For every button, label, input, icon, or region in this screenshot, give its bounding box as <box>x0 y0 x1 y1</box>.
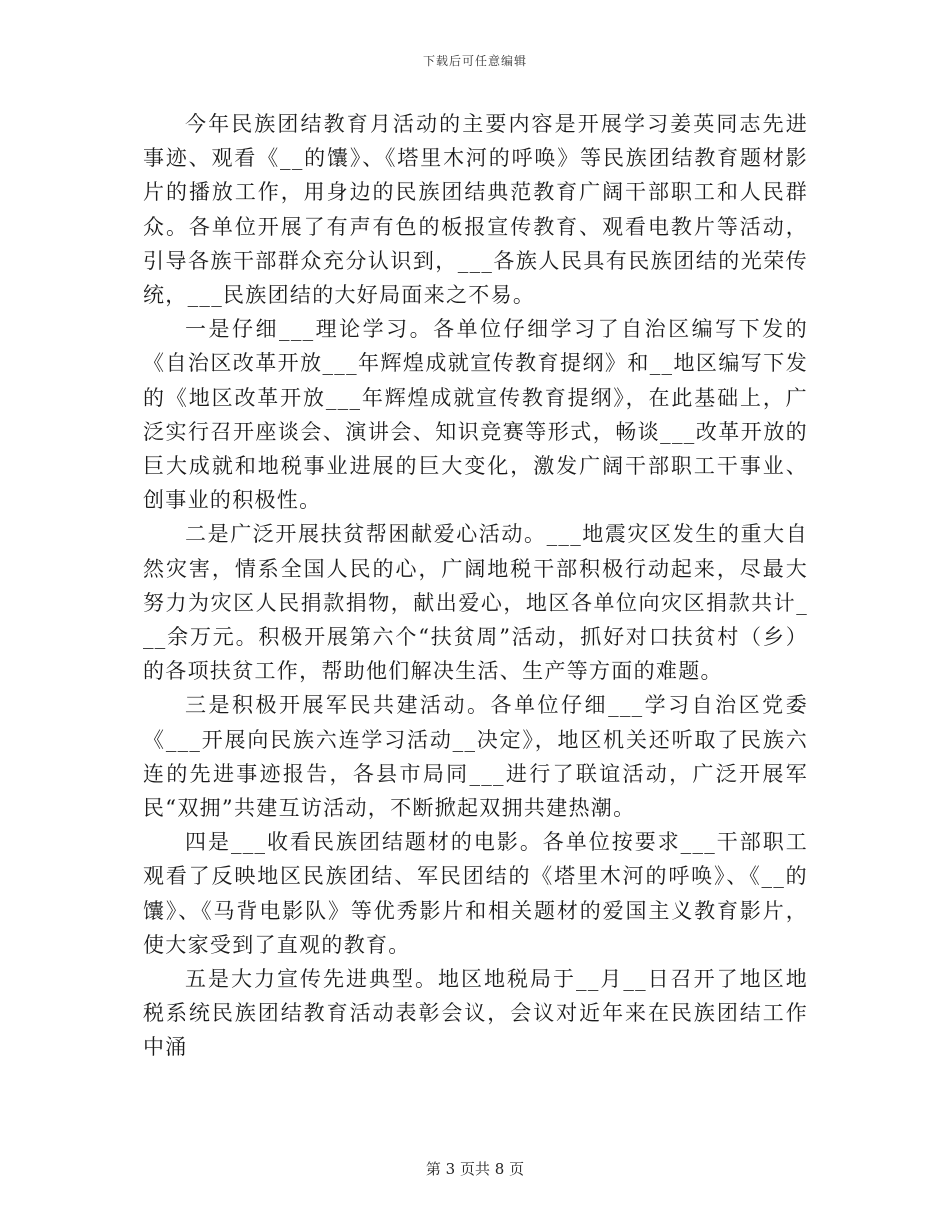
paragraph-intro: 今年民族团结教育月活动的主要内容是开展学习姜英同志先进事迹、观看《__的馕》、《塔里木河的呼唤》等民族团结教育题材影片的播放工作，用身边的民族团结典范教育广阔干部职工和人民群众。各单位开展了有声有色的板报宣传教育、观看电教片等活动，引导各族干部群众充分认识到，___各族人民具有民族团结的光荣传统，___民族团结的大好局面来之不易。 <box>143 112 808 308</box>
paragraph-military-civilian: 三是积极开展军民共建活动。各单位仔细___学习自治区党委《___开展向民族六连学习活动__决定》，地区机关还听取了民族六连的先进事迹报告，各县市局同___进行了联谊活动，广泛开展军民“双拥”共建互访活动，不断掀起双拥共建热潮。 <box>143 693 808 821</box>
paragraph-films: 四是___收看民族团结题材的电影。各单位按要求___干部职工观看了反映地区民族团结、军民团结的《塔里木河的呼唤》、《__的馕》、《马背电影队》等优秀影片和相关题材的爱国主义教育影片，使大家受到了直观的教育。 <box>143 830 808 957</box>
document-body <box>143 107 808 1065</box>
page-header: 下载后可任意编辑 <box>422 54 527 68</box>
page-number: 第 3 页共 8 页 <box>425 1160 525 1178</box>
paragraph-poverty-relief: 二是广泛开展扶贫帮困献爱心活动。___地震灾区发生的重大自然灾害，情系全国人民的心，广阔地税干部积极行动起来，尽最大努力为灾区人民捐款捐物，献出爱心，地区各单位向灾区捐款共计___余万元。积极开展第六个“扶贫周”活动，抓好对口扶贫村（乡）的各项扶贫工作，帮助他们解决生活、生产等方面的难题。 <box>143 522 808 684</box>
paragraph-role-models: 五是大力宣传先进典型。地区地税局于__月__日召开了地区地税系统民族团结教育活动表彰会议，会议对近年来在民族团结工作中涌 <box>143 967 808 1060</box>
paragraph-theory-study: 一是仔细___理论学习。各单位仔细学习了自治区编写下发的《自治区改革开放___年辉煌成就宣传教育提纲》和__地区编写下发的《地区改革开放___年辉煌成就宣传教育提纲》，在此基础上，广泛实行召开座谈会、演讲会、知识竞赛等形式，畅谈___改革开放的巨大成就和地税事业进展的巨大变化，激发广阔干部职工干事业、创事业的积极性。 <box>143 317 808 513</box>
